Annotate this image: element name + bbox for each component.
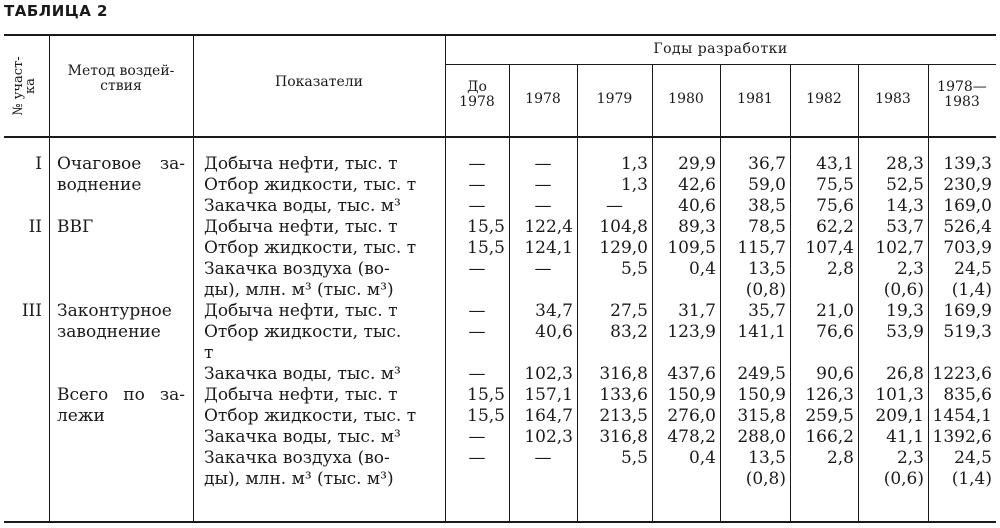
value-cell: — (534, 196, 552, 216)
value-cell: 0,4 (688, 448, 716, 468)
value-cell: 124,1 (524, 238, 573, 258)
column-rule (928, 65, 929, 521)
value-cell: 259,5 (805, 406, 854, 426)
method-name: Законтурное заводнение (57, 301, 172, 342)
header-years-group: Годы разработки (653, 41, 788, 57)
value-cell: 43,1 (816, 154, 854, 174)
section-number: II (28, 217, 42, 237)
indicator-label: Отбор жидкости, тыс. (204, 322, 402, 342)
value-cell: 209,1 (875, 406, 924, 426)
value-cell: 150,9 (667, 385, 716, 405)
value-cell: 164,7 (524, 406, 573, 426)
column-rule (652, 65, 653, 521)
value-cell: 115,7 (737, 238, 786, 258)
value-cell: 40,6 (678, 196, 716, 216)
value-cell: 24,5 (954, 259, 992, 279)
value-cell: 835,6 (943, 385, 992, 405)
value-cell: 316,8 (599, 364, 648, 384)
indicator-label: Добыча нефти, тыс. т (204, 301, 398, 321)
value-cell: 288,0 (737, 427, 786, 447)
value-cell: 89,3 (678, 217, 716, 237)
value-cell: 166,2 (805, 427, 854, 447)
value-cell: 41,1 (886, 427, 924, 447)
value-cell: 109,5 (667, 238, 716, 258)
indicator-label: Добыча нефти, тыс. т (204, 385, 398, 405)
value-cell: 78,5 (748, 217, 786, 237)
column-rule (858, 65, 859, 521)
value-cell: 19,3 (886, 301, 924, 321)
indicator-label: Закачка воздуха (во- (204, 448, 390, 468)
value-cell: — (468, 154, 486, 174)
value-cell: 83,2 (610, 322, 648, 342)
year-header: 1982 (806, 91, 842, 107)
value-cell: 15,5 (467, 217, 505, 237)
value-cell: 122,4 (524, 217, 573, 237)
value-cell: — (534, 175, 552, 195)
year-header: 1983 (875, 91, 911, 107)
value-cell: 169,0 (943, 196, 992, 216)
value-cell: 31,7 (678, 301, 716, 321)
column-rule (577, 65, 578, 521)
value-cell: 123,9 (667, 322, 716, 342)
column-rule (720, 65, 721, 521)
value-cell: 213,5 (599, 406, 648, 426)
value-cell: — (468, 259, 486, 279)
value-cell: 15,5 (467, 238, 505, 258)
indicator-label: Закачка воздуха (во- (204, 259, 390, 279)
value-cell: — (468, 301, 486, 321)
value-cell: 104,8 (599, 217, 648, 237)
value-cell: 52,5 (886, 175, 924, 195)
value-cell: 519,3 (943, 322, 992, 342)
value-cell: 126,3 (805, 385, 854, 405)
value-cell: 13,5 (748, 448, 786, 468)
header-method: Метод воздей- ствия (67, 63, 175, 94)
year-header: 1981 (737, 91, 773, 107)
column-rule (509, 65, 510, 521)
value-cell: 2,8 (826, 259, 854, 279)
value-cell: — (468, 364, 486, 384)
value-cell: — (468, 196, 486, 216)
header-indicators: Показатели (275, 74, 363, 90)
value-cell: 249,5 (737, 364, 786, 384)
value-cell: 107,4 (805, 238, 854, 258)
section-number: I (35, 154, 42, 174)
value-cell: 2,3 (896, 259, 924, 279)
table-title: ТАБЛИЦА 2 (4, 2, 108, 20)
value-cell: 169,9 (943, 301, 992, 321)
value-cell: 5,5 (620, 448, 648, 468)
value-cell: 1223,6 (932, 364, 992, 384)
header-bottom-rule (4, 136, 996, 138)
value-cell: 15,5 (467, 385, 505, 405)
value-cell: 703,9 (943, 238, 992, 258)
indicator-label-continued: т (204, 343, 214, 363)
value-cell: 1454,1 (932, 406, 992, 426)
value-cell: 478,2 (667, 427, 716, 447)
value-cell: 27,5 (610, 301, 648, 321)
value-cell: 157,1 (524, 385, 573, 405)
year-header: 1978— 1983 (937, 79, 987, 110)
value-cell: 34,7 (535, 301, 573, 321)
indicator-label: Закачка воды, тыс. м³ (204, 427, 401, 447)
indicator-label: Закачка воды, тыс. м³ (204, 364, 401, 384)
value-cell: 1392,6 (932, 427, 992, 447)
value-cell: 133,6 (599, 385, 648, 405)
value-cell: 102,3 (524, 364, 573, 384)
value-cell: 101,3 (875, 385, 924, 405)
value-cell: — (534, 259, 552, 279)
year-header: 1979 (596, 91, 633, 107)
indicator-label: Отбор жидкости, тыс. т (204, 238, 417, 258)
value-cell: — (534, 154, 552, 174)
value-cell: 526,4 (943, 217, 992, 237)
column-rule (790, 65, 791, 521)
indicator-label: Отбор жидкости, тыс. т (204, 406, 417, 426)
value-cell: 21,0 (816, 301, 854, 321)
method-name: ВВГ (57, 217, 94, 237)
value-cell: 1,3 (620, 175, 648, 195)
value-cell: 0,4 (688, 259, 716, 279)
value-cell: — (468, 322, 486, 342)
value-cell: 59,0 (748, 175, 786, 195)
value-cell: 75,5 (816, 175, 854, 195)
value-cell-continued: (1,4) (951, 280, 992, 300)
indicator-label-continued: ды), млн. м³ (тыс. м³) (204, 469, 394, 489)
value-cell: 102,3 (524, 427, 573, 447)
value-cell: 26,8 (886, 364, 924, 384)
value-cell-continued: (0,8) (745, 280, 786, 300)
value-cell: 1,3 (620, 154, 648, 174)
indicator-label: Добыча нефти, тыс. т (204, 154, 398, 174)
value-cell: — (534, 448, 552, 468)
year-header: До 1978 (459, 79, 495, 110)
value-cell: 150,9 (737, 385, 786, 405)
value-cell: 35,7 (748, 301, 786, 321)
table-top-rule (4, 34, 996, 36)
year-header: 1980 (668, 91, 704, 107)
value-cell: 315,8 (737, 406, 786, 426)
header-section-number (4, 36, 46, 136)
header-section-number-text: № участ- ка (11, 56, 38, 116)
indicator-label: Добыча нефти, тыс. т (204, 217, 398, 237)
value-cell: 29,9 (678, 154, 716, 174)
value-cell: — (468, 448, 486, 468)
value-cell: 230,9 (943, 175, 992, 195)
value-cell: — (468, 427, 486, 447)
method-name: Очаговое за- воднение (57, 154, 185, 195)
value-cell: 276,0 (667, 406, 716, 426)
value-cell: 2,3 (896, 448, 924, 468)
value-cell: 15,5 (467, 406, 505, 426)
value-cell: 13,5 (748, 259, 786, 279)
method-name: Всего по за- лежи (57, 385, 185, 426)
value-cell-continued: (0,6) (883, 469, 924, 489)
value-cell: — (468, 175, 486, 195)
value-cell: 42,6 (678, 175, 716, 195)
value-cell: 76,6 (816, 322, 854, 342)
value-cell: 14,3 (886, 196, 924, 216)
indicator-label: Закачка воды, тыс. м³ (204, 196, 401, 216)
value-cell: 316,8 (599, 427, 648, 447)
value-cell: 40,6 (535, 322, 573, 342)
value-cell: 53,7 (886, 217, 924, 237)
value-cell: 2,8 (826, 448, 854, 468)
table-bottom-rule (4, 521, 996, 523)
value-cell: 28,3 (886, 154, 924, 174)
value-cell: 36,7 (748, 154, 786, 174)
value-cell: 102,7 (875, 238, 924, 258)
value-cell: 38,5 (748, 196, 786, 216)
value-cell: 5,5 (620, 259, 648, 279)
value-cell: 90,6 (816, 364, 854, 384)
value-cell: 129,0 (599, 238, 648, 258)
column-rule (193, 36, 194, 521)
value-cell-continued: (0,6) (883, 280, 924, 300)
section-number: III (21, 301, 42, 321)
value-cell: 141,1 (737, 322, 786, 342)
value-cell: 75,6 (816, 196, 854, 216)
value-cell: 139,3 (943, 154, 992, 174)
value-cell: 24,5 (954, 448, 992, 468)
value-cell: 53,9 (886, 322, 924, 342)
value-cell-continued: (0,8) (745, 469, 786, 489)
indicator-label: Отбор жидкости, тыс. т (204, 175, 417, 195)
year-header: 1978 (525, 91, 561, 107)
value-cell: — (606, 196, 623, 216)
indicator-label-continued: ды), млн. м³ (тыс. м³) (204, 280, 394, 300)
value-cell: 62,2 (816, 217, 854, 237)
column-rule (49, 36, 50, 521)
value-cell-continued: (1,4) (951, 469, 992, 489)
value-cell: 437,6 (667, 364, 716, 384)
